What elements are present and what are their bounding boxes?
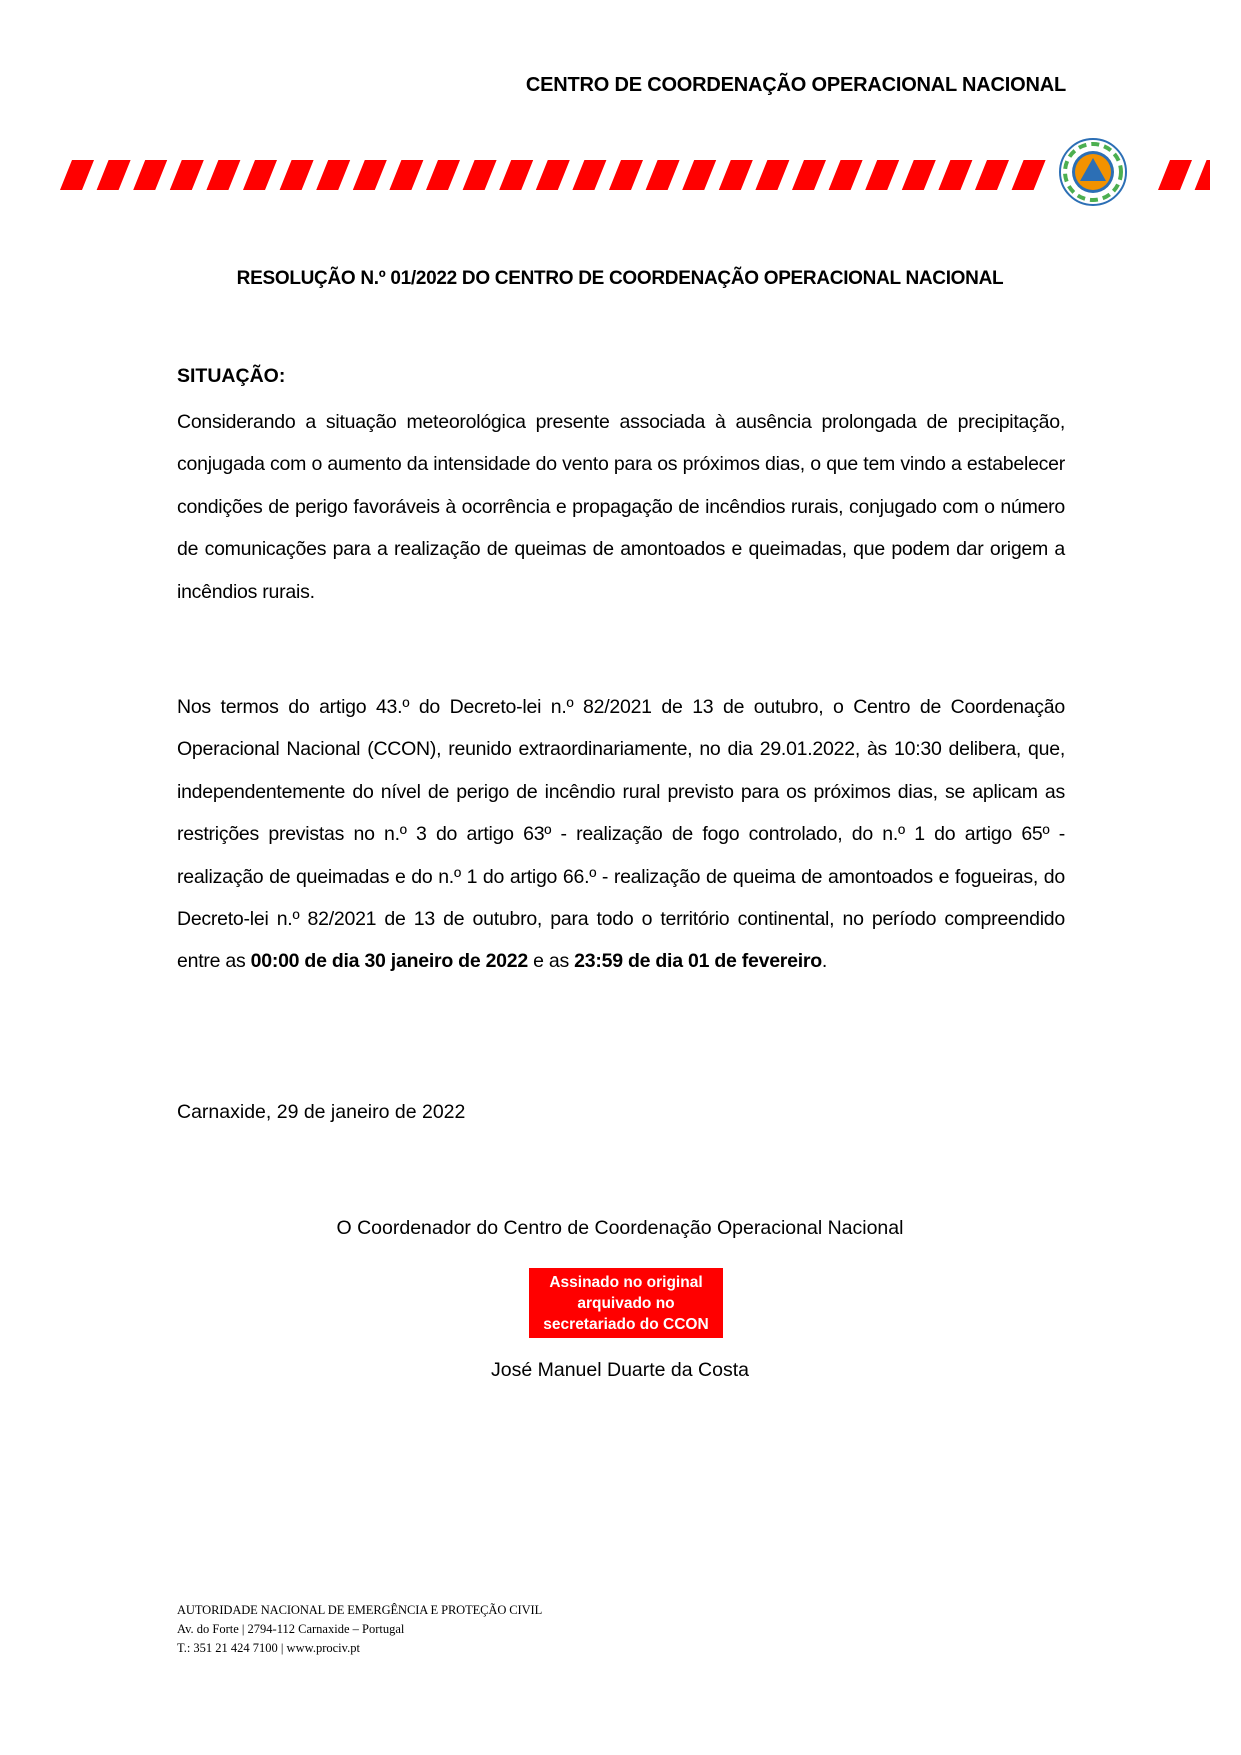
footer-organization: AUTORIDADE NACIONAL DE EMERGÊNCIA E PROTEÇÃO CIVIL (177, 1603, 543, 1617)
deliberation-connector: e as (527, 950, 575, 973)
hazard-stripe (97, 160, 131, 190)
hazard-stripe (572, 160, 606, 190)
hazard-stripe (1195, 160, 1210, 190)
hazard-stripe (426, 160, 460, 190)
signature-stamp (529, 1268, 723, 1338)
hazard-stripe (206, 160, 240, 190)
hazard-stripe (170, 160, 204, 190)
hazard-stripe (133, 160, 167, 190)
hazard-stripe (353, 160, 387, 190)
hazard-stripe (609, 160, 643, 190)
hazard-stripe (499, 160, 533, 190)
hazard-stripe (938, 160, 972, 190)
hazard-stripe (60, 160, 94, 190)
hazard-stripe (902, 160, 936, 190)
footer (177, 1601, 542, 1658)
deliberation-paragraph (177, 686, 1065, 983)
hazard-stripe (646, 160, 680, 190)
hazard-stripe (1158, 160, 1192, 190)
hazard-stripe (463, 160, 497, 190)
hazard-stripe-bar (60, 160, 1210, 190)
hazard-stripe (389, 160, 423, 190)
hazard-stripe (755, 160, 789, 190)
footer-contact: T.: 351 21 424 7100 | www.prociv.pt (177, 1641, 360, 1655)
signer-role: O Coordenador do Centro de Coordenação Operacional Nacional (336, 1217, 904, 1239)
hazard-stripe (792, 160, 826, 190)
civil-protection-emblem-icon (1058, 137, 1128, 207)
hazard-stripe (975, 160, 1009, 190)
signer-name: José Manuel Duarte da Costa (491, 1359, 749, 1381)
hazard-stripe (682, 160, 716, 190)
hazard-stripe (1012, 160, 1046, 190)
deliberation-text: Nos termos do artigo 43.º do Decreto-lei n.º 82/2021 de 13 de outubro, o Centro de Coordenação Operacional Nacional (CCON), reunido extraordinariamente, no dia 29.01.2022, às 10:30 delibera, que, independentemente do nível de perigo de incêndio rural previsto para os próximos dias, se aplicam as restrições previstas no n.º 3 do artigo 63º - realização de fogo controlado, do n.º 1 do artigo 65º - realização de queimadas e do n.º 1 do artigo 66.º - realização de queima de amontoados e fogueiras, do Decreto-lei n.º 82/2021 de 13 de outubro, para todo o território continental, no período compreendido entre as (177, 696, 1065, 973)
hazard-stripe (719, 160, 753, 190)
deliberation-end: . (821, 950, 828, 973)
hazard-stripe (316, 160, 350, 190)
hazard-stripe (829, 160, 863, 190)
footer-address: Av. do Forte | 2794-112 Carnaxide – Portugal (177, 1622, 405, 1636)
period-end: 23:59 de dia 01 de fevereiro (574, 950, 822, 973)
hazard-stripe (536, 160, 570, 190)
hazard-stripe (280, 160, 314, 190)
place-date: Carnaxide, 29 de janeiro de 2022 (177, 1101, 466, 1123)
hazard-stripe (243, 160, 277, 190)
situation-paragraph: Considerando a situação meteorológica presente associada à ausência prolongada de precipitação, conjugada com o aumento da intensidade do vento para os próximos dias, o que tem vindo a estabelecer condições de perigo favoráveis à ocorrência e propagação de incêndios rurais, conjugado com o número de comunicações para a realização de queimas de amontoados e queimadas, que podem dar origem a incêndios rurais. (177, 411, 1065, 603)
resolution-title: RESOLUÇÃO N.º 01/2022 DO CENTRO DE COORDENAÇÃO OPERACIONAL NACIONAL (236, 268, 1004, 289)
header-title: CENTRO DE COORDENAÇÃO OPERACIONAL NACIONAL (525, 74, 1066, 96)
section-heading-situacao: SITUAÇÃO: (177, 365, 286, 387)
stamp-line-3: secretariado do CCON (543, 1315, 709, 1333)
period-start: 00:00 de dia 30 janeiro de 2022 (250, 950, 528, 973)
stamp-line-1: Assinado no original (549, 1273, 703, 1291)
stamp-line-2: arquivado no (577, 1294, 675, 1312)
hazard-stripe (865, 160, 899, 190)
